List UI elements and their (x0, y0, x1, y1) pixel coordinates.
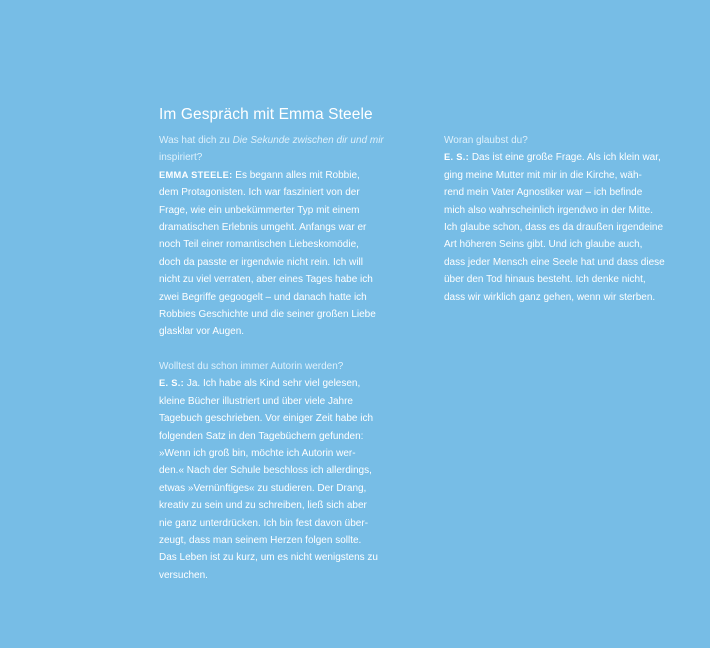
answer-line: »Wenn ich groß bin, möchte ich Autorin wer- (159, 447, 356, 459)
answer-line: etwas »Vernünftiges« zu studieren. Der Drang, (159, 482, 367, 494)
answer-author (159, 375, 399, 584)
left-column (159, 132, 399, 584)
answer-line: Frage, wie ein unbekümmerter Typ mit einem (159, 204, 360, 216)
speaker-label: E. S.: (444, 152, 470, 163)
answer-line: noch Teil einer romantischen Liebeskomödie, (159, 239, 359, 251)
question-prefix: Was hat dich zu (159, 135, 233, 146)
speaker-label: E. S.: (159, 378, 185, 389)
answer-line: dem Protagonisten. Ich war fasziniert von der (159, 187, 360, 199)
question-belief (444, 132, 684, 149)
question-line: Wolltest du schon immer Autorin werden? (159, 360, 344, 372)
question-line: Woran glaubst du? (444, 135, 528, 146)
answer-first-line (159, 167, 399, 184)
speaker-label: EMMA STEELE: (159, 169, 233, 180)
answer-line: dass wir wirklich ganz gehen, wenn wir sterben. (444, 291, 656, 303)
answer-line: ging meine Mutter mit mir in die Kirche, wäh- (444, 169, 642, 181)
question-line (159, 132, 399, 149)
answer-line: mich also wahrscheinlich irgendwo in der Mitte. (444, 204, 653, 216)
answer-line: zwei Begriffe gegoogelt – und danach hatte ich (159, 291, 367, 303)
answer-line: rend mein Vater Agnostiker war – ich befinde (444, 187, 643, 199)
answer-first-text: Ja. Ich habe als Kind sehr viel gelesen, (184, 378, 361, 390)
answer-line: kreativ zu sein und zu schreiben, ließ sich aber (159, 500, 367, 512)
answer-first-line (444, 149, 684, 166)
answer-line: doch da passte er irgendwie nicht rein. Ich will (159, 256, 363, 268)
answer-belief (444, 149, 684, 306)
answer-line: kleine Bücher illustriert und über viele Jahre (159, 395, 353, 407)
answer-line: versuchen. (159, 569, 208, 581)
answer-line: Das Leben ist zu kurz, um es nicht wenigstens zu (159, 552, 378, 564)
answer-line: folgenden Satz in den Tagebüchern gefunden: (159, 430, 364, 442)
answer-first-line (159, 375, 399, 392)
question-suffix: inspiriert? (159, 152, 203, 164)
answer-line: Ich glaube schon, dass es da draußen irgendeine (444, 222, 664, 234)
answer-line: dramatischen Erlebnis umgeht. Anfangs war er (159, 222, 367, 234)
question-inspiration (159, 132, 399, 167)
answer-line: über den Tod hinaus besteht. Ich denke nicht, (444, 274, 646, 286)
answer-line: nie ganz unterdrücken. Ich bin fest davon über- (159, 517, 369, 529)
answer-line: Art höheren Seins gibt. Und ich glaube auch, (444, 239, 643, 251)
paragraph-gap (159, 341, 399, 358)
answer-first-text: Das ist eine große Frage. Als ich klein war, (469, 152, 661, 164)
answer-line: dass jeder Mensch eine Seele hat und dass diese (444, 256, 665, 268)
answer-line: Robbies Geschichte und die seiner großen Liebe (159, 309, 376, 321)
answer-line: glasklar vor Augen. (159, 326, 245, 338)
answer-line: zeugt, dass man seinem Herzen folgen sollte. (159, 534, 362, 546)
answer-first-text: Es begann alles mit Robbie, (232, 169, 360, 181)
book-title: Die Sekunde zwischen dir und mir (232, 135, 384, 146)
right-column (444, 132, 684, 306)
answer-line: den.« Nach der Schule beschloss ich allerdings, (159, 465, 372, 477)
answer-inspiration (159, 167, 399, 341)
answer-line: Tagebuch geschrieben. Vor einiger Zeit habe ich (159, 413, 374, 425)
question-author (159, 358, 399, 375)
answer-line: nicht zu viel verraten, aber eines Tages habe ich (159, 274, 373, 286)
page-title: Im Gespräch mit Emma Steele (159, 106, 373, 123)
